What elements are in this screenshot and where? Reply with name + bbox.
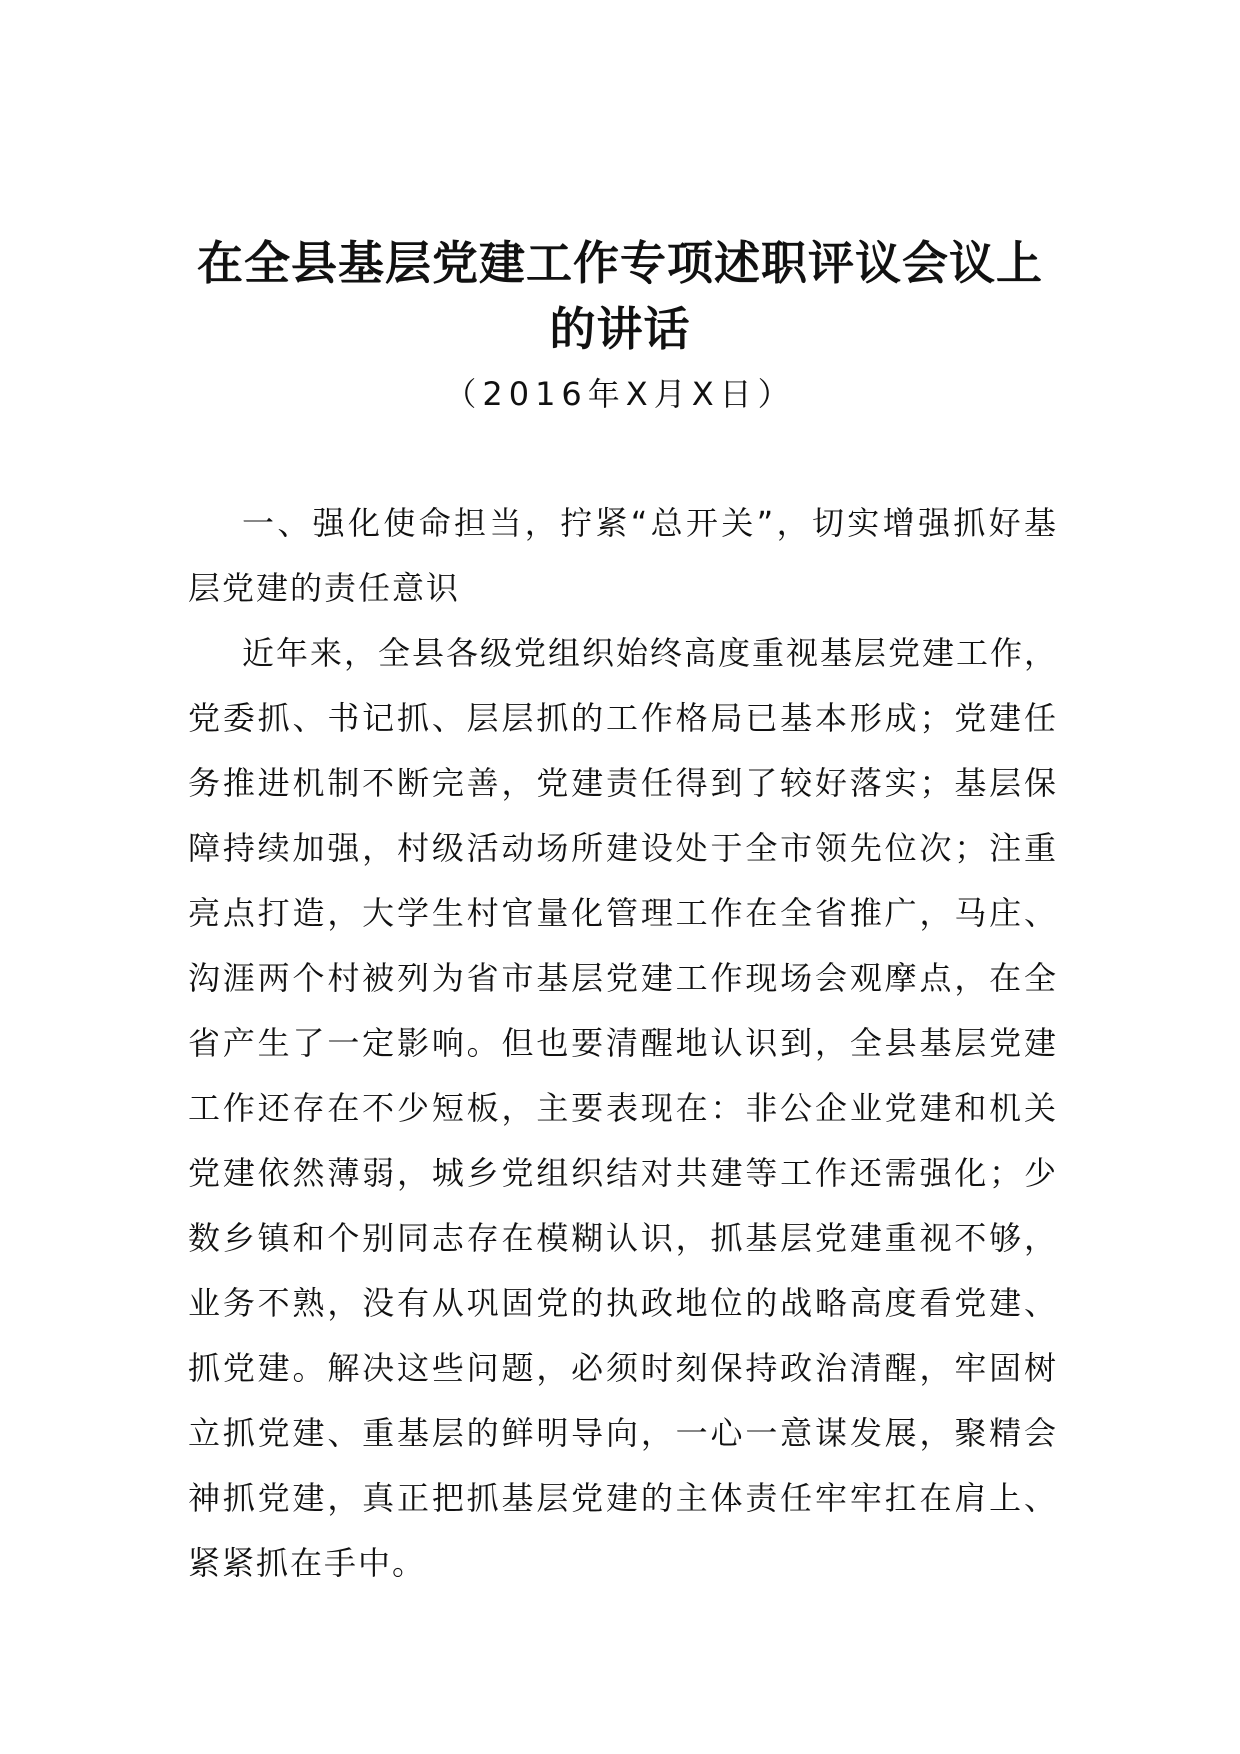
body-paragraph: 近年来，全县各级党组织始终高度重视基层党建工作，党委抓、书记抓、层层抓的工作格局已基本形成；党建任务推进机制不断完善，党建责任得到了较好落实；基层保障持续加强，村级活动场所建设处于全市领先位次；注重亮点打造，大学生村官量化管理工作在全省推广，马庄、沟涯两个村被列为省市基层党建工作现场会观摩点，在全省产生了一定影响。但也要清醒地认识到，全县基层党建工作还存在不少短板，主要表现在：非公企业党建和机关党建依然薄弱，城乡党组织结对共建等工作还需强化；少数乡镇和个别同志存在模糊认识，抓基层党建重视不够，业务不熟，没有从巩固党的执政地位的战略高度看党建、抓党建。解决这些问题，必须时刻保持政治清醒，牢固树立抓党建、重基层的鲜明导向，一心一意谋发展，聚精会神抓党建，真正把抓基层党建的主体责任牢牢扛在肩上、紧紧抓在手中。 [188, 634, 1059, 1582]
document-date: （2016年X月X日） [444, 375, 796, 413]
document-title-line-1: 在全县基层党建工作专项述职评议会议上 [197, 236, 1043, 290]
section-heading: 一、强化使命担当，拧紧“总开关”，切实增强抓好基层党建的责任意识 [188, 504, 1058, 607]
document-title-line-2: 的讲话 [549, 302, 691, 356]
